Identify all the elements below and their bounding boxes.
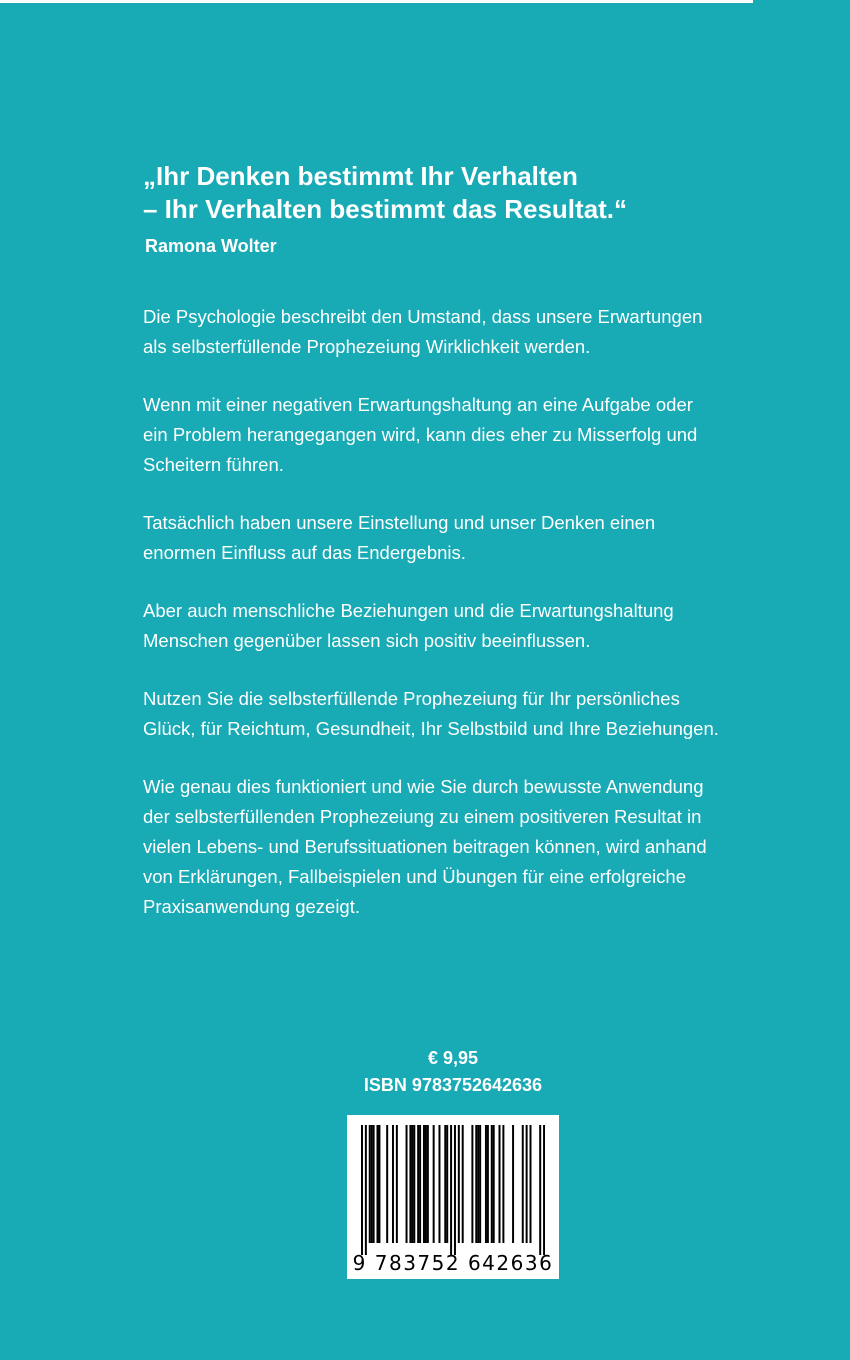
barcode-bar <box>462 1125 464 1243</box>
barcode-bar <box>539 1125 541 1255</box>
barcode-bar <box>409 1125 411 1243</box>
barcode-bar <box>427 1125 429 1243</box>
barcode-bar <box>522 1125 524 1243</box>
paragraph-line: Menschen gegenüber lassen sich positiv beeinflussen. <box>143 630 591 651</box>
barcode-bar <box>425 1125 427 1243</box>
barcode-bar <box>361 1125 363 1255</box>
barcode-bar <box>477 1125 479 1243</box>
paragraph-line: Aber auch menschliche Beziehungen und die Erwartungshaltung <box>143 600 674 621</box>
barcode-bar <box>493 1125 495 1243</box>
barcode-bar <box>475 1125 477 1243</box>
barcode-digits: 9 783752 642636 <box>352 1251 554 1275</box>
paragraph-1 <box>143 302 783 362</box>
barcode-bar <box>446 1125 448 1243</box>
barcode-bar <box>438 1125 440 1243</box>
quote-line-2: – Ihr Verhalten bestimmt das Resultat.“ <box>143 194 628 224</box>
isbn: ISBN 9783752642636 <box>363 1075 543 1095</box>
barcode-bar <box>471 1125 473 1243</box>
paragraph-2 <box>143 390 783 480</box>
blurb <box>143 302 783 950</box>
barcode-bar <box>530 1125 532 1243</box>
barcode-bar <box>365 1125 367 1255</box>
barcode-bar <box>458 1125 460 1243</box>
paragraph-line: Tatsächlich haben unsere Einstellung und unser Denken einen <box>143 512 656 533</box>
paragraph-line: der selbsterfüllenden Prophezeiung zu einem positiveren Resultat in <box>143 806 702 827</box>
paragraph-line: Nutzen Sie die selbsterfüllende Prophezeiung für Ihr persönliches <box>143 688 680 709</box>
barcode-bar <box>406 1125 408 1243</box>
barcode-bar <box>419 1125 421 1243</box>
barcode-bar <box>396 1125 398 1243</box>
paragraph-4 <box>143 596 783 656</box>
paragraph-6 <box>143 772 783 922</box>
barcode-bar <box>417 1125 419 1243</box>
paragraph-3 <box>143 508 783 568</box>
paragraph-line: Die Psychologie beschreibt den Umstand, dass unsere Erwartungen <box>143 306 703 327</box>
quote-author: Ramona Wolter <box>145 236 277 256</box>
barcode-bar <box>499 1125 501 1243</box>
paragraph-line: Wenn mit einer negativen Erwartungshaltung an eine Aufgabe oder <box>143 394 693 415</box>
paragraph-line: ein Problem herangegangen wird, kann dies eher zu Misserfolg und <box>143 424 698 445</box>
paragraph-line: Praxisanwendung gezeigt. <box>143 896 361 917</box>
paragraph-line: Scheitern führen. <box>143 454 284 475</box>
top-rule <box>0 0 753 3</box>
barcode-bar <box>454 1125 456 1255</box>
barcode-bar <box>487 1125 489 1243</box>
price: € 9,95 <box>427 1048 479 1068</box>
barcode-bar <box>491 1125 493 1243</box>
barcode-bar <box>502 1125 504 1243</box>
barcode-bar <box>411 1125 413 1243</box>
barcode-bar <box>378 1125 380 1243</box>
barcode-bar <box>423 1125 425 1243</box>
barcode-bar <box>373 1125 375 1243</box>
barcode-bar <box>450 1125 452 1255</box>
barcode-bar <box>386 1125 388 1243</box>
barcode-bar <box>543 1125 545 1255</box>
barcode-bar <box>444 1125 446 1243</box>
paragraph-line: vielen Lebens- und Berufssituationen beitragen können, wird anhand <box>143 836 707 857</box>
paragraph-line: enormen Einfluss auf das Endergebnis. <box>143 542 466 563</box>
paragraph-line: Glück, für Reichtum, Gesundheit, Ihr Selbstbild und Ihre Beziehungen. <box>143 718 719 739</box>
paragraph-line: Wie genau dies funktioniert und wie Sie durch bewusste Anwendung <box>143 776 704 797</box>
barcode-bar <box>371 1125 373 1243</box>
barcode-bar <box>392 1125 394 1243</box>
barcode-bar <box>479 1125 481 1243</box>
barcode-bar <box>413 1125 415 1243</box>
barcode-bar <box>512 1125 514 1243</box>
barcode-bar <box>526 1125 528 1243</box>
barcode-bar <box>485 1125 487 1243</box>
paragraph-line: von Erklärungen, Fallbeispielen und Übungen für eine erfolgreiche <box>143 866 687 887</box>
barcode-bars <box>361 1125 545 1257</box>
barcode-bar <box>369 1125 371 1243</box>
barcode-bar <box>376 1125 378 1243</box>
barcode-bar <box>433 1125 435 1243</box>
quote <box>143 160 763 226</box>
paragraph-5 <box>143 684 783 744</box>
paragraph-line: als selbsterfüllende Prophezeiung Wirklichkeit werden. <box>143 336 591 357</box>
barcode <box>347 1115 559 1279</box>
quote-line-1: „Ihr Denken bestimmt Ihr Verhalten <box>143 161 578 191</box>
